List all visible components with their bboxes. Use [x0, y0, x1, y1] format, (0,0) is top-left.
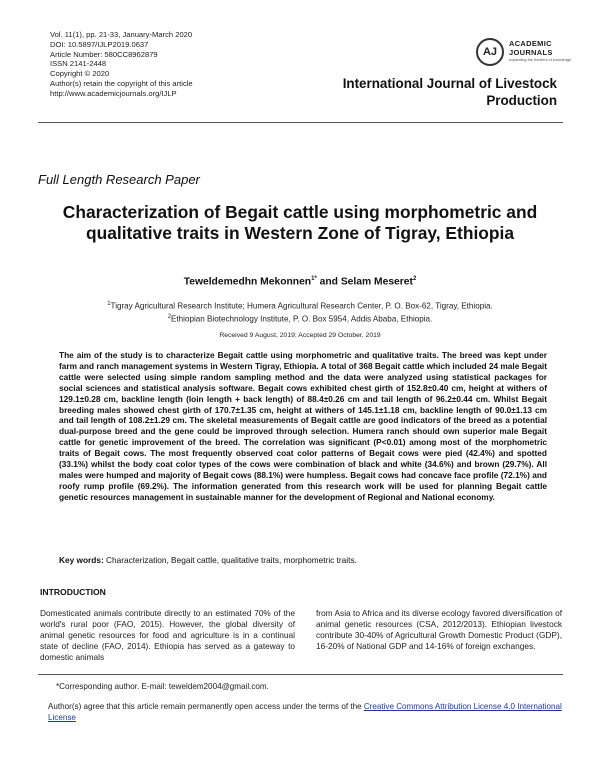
author-and: and [316, 276, 341, 288]
paper-type: Full Length Research Paper [38, 172, 200, 187]
logo-line-1: ACADEMIC [509, 39, 552, 48]
keywords-text: Characterization, Begait cattle, qualitative traits, morphometric traits. [103, 555, 357, 565]
author-list [40, 276, 560, 287]
affil-2-text: Ethiopian Biotechnology Institute, P. O. Box 5954, Addis Ababa, Ethiopia. [171, 314, 433, 324]
paper-title: Characterization of Begait cattle using morphometric and qualitative traits in Western Zone of Tigray, Ethiopia [62, 202, 538, 243]
author-2-sup: 2 [412, 276, 417, 282]
logo-tagline: expanding the frontiers of knowledge [509, 58, 572, 62]
affiliation-1 [40, 299, 560, 312]
received-accepted-dates: Received 9 August, 2019; Accepted 29 October, 2019 [219, 332, 381, 339]
meta-article-number: Article Number: 580CC8962879 [50, 49, 158, 59]
article-meta [50, 30, 193, 99]
meta-copyright: Copyright © 2020 [50, 69, 110, 79]
logo-wordmark [509, 39, 553, 57]
license-text: Author(s) agree that this article remain permanently open access under the terms of the [48, 702, 364, 711]
affiliations [40, 299, 560, 325]
author-1: Teweldemedhn Mekonnen [183, 276, 312, 288]
aj-logo-icon: AJ [476, 38, 504, 66]
footer-divider [38, 674, 563, 675]
abstract: The aim of the study is to characterize Begait cattle using morphometric and qualitative traits. The breed was kept under farm and ranch management systems in Western Tigray, Ethiopia. A total of 368 Begait cattle which included 24 male Begait cattle were selected using simple random sampling method and the data were analyzed using statistical packages for social sciences and statistical analysis software. Begait cows exhibited chest girth of 152.8±0.40 cm, height at withers of 129.1±0.28 cm, backline length (loin length + back length) of 88.4±0.26 cm and tail length of 96.2±0.44 cm. Whilst Begait breeding males showed chest girth of 170.7±1.35 cm, height at withers of 145.1±1.18 cm, backline length of 90.0±1.13 cm and tail length of 108.2±1.29 cm. The skeletal measurements of Begait cattle are good indicators of the breed as a potential dual-purpose breed and the gene could be improved through selection. Humera ranch should own superior male Begait cattle for genetic improvement of the breed. The correlation was significant (P<0.01) among most of the morphometric traits of Begait cows. The most frequently observed coat color patterns of Begait cows were pied (42.4%) and spotted (33.1%) whilst the body coat color types of the cows were combination of black and white (34.6%) and brown (29.7%). All males were humped and majority of Begait cows (88.1%) were humpless. Begait cows had concave face profile (72.1%) and roofy rump profile (69.2%). The information generated from this research work will be used for planning Begait cattle genetic resources management in sustainable manner for the development of Regional and National economy. [59, 350, 547, 502]
meta-doi: DOI: 10.5897/IJLP2019.0637 [50, 39, 149, 49]
affiliation-2 [40, 312, 560, 325]
license-notice [48, 701, 566, 723]
author-1-sup: 1* [311, 276, 317, 282]
section-heading-introduction: INTRODUCTION [40, 587, 106, 597]
keywords [59, 555, 547, 565]
meta-rights: Author(s) retain the copyright of this article [50, 78, 193, 88]
affil-1-sup: 1 [107, 301, 111, 307]
meta-volume: Vol. 11(1), pp. 21-33, January-March 2020 [50, 30, 193, 39]
author-2: Selam Meseret [340, 276, 413, 288]
logo-line-2: JOURNALS [509, 48, 553, 57]
intro-right-column: from Asia to Africa and its diverse ecology favored diversification of animal genetic resources (CSA, 2012/2013). Ethiopian livestock contribute 30-40% of Agricultural Growth Domestic Product (GDP), 16-20% of National GDP and 14-16% of foreign exchanges. [316, 608, 562, 651]
license-link[interactable]: Creative Commons Attribution License 4.0 International License [48, 702, 562, 722]
meta-url[interactable]: http://www.academicjournals.org/IJLP [50, 88, 177, 98]
journal-name [317, 75, 557, 109]
affil-1-text: Tigray Agricultural Research Institute; Humera Agricultural Research Center, P. O. Box-62, Tigray, Ethiopia. [110, 301, 493, 311]
publisher-logo [476, 36, 594, 70]
keywords-label: Key words: [59, 555, 104, 565]
journal-name-line-1: International Journal of Livestock [342, 76, 557, 91]
affil-2-sup: 2 [167, 314, 172, 321]
header-divider [38, 122, 563, 123]
corresponding-author: *Corresponding author. E-mail: teweldem2004@gmail.com. [56, 682, 269, 691]
meta-issn: ISSN 2141-2448 [50, 59, 107, 69]
journal-name-line-2: Production [486, 93, 557, 108]
intro-left-column: Domesticated animals contribute directly to an estimated 70% of the world's rural poor (FAO, 2015). However, the global diversity of animal genetic resources for food and agriculture is in a continual state of decline (FAO, 2014). Ethiopia has served as a gateway to domestic animals [40, 608, 295, 662]
